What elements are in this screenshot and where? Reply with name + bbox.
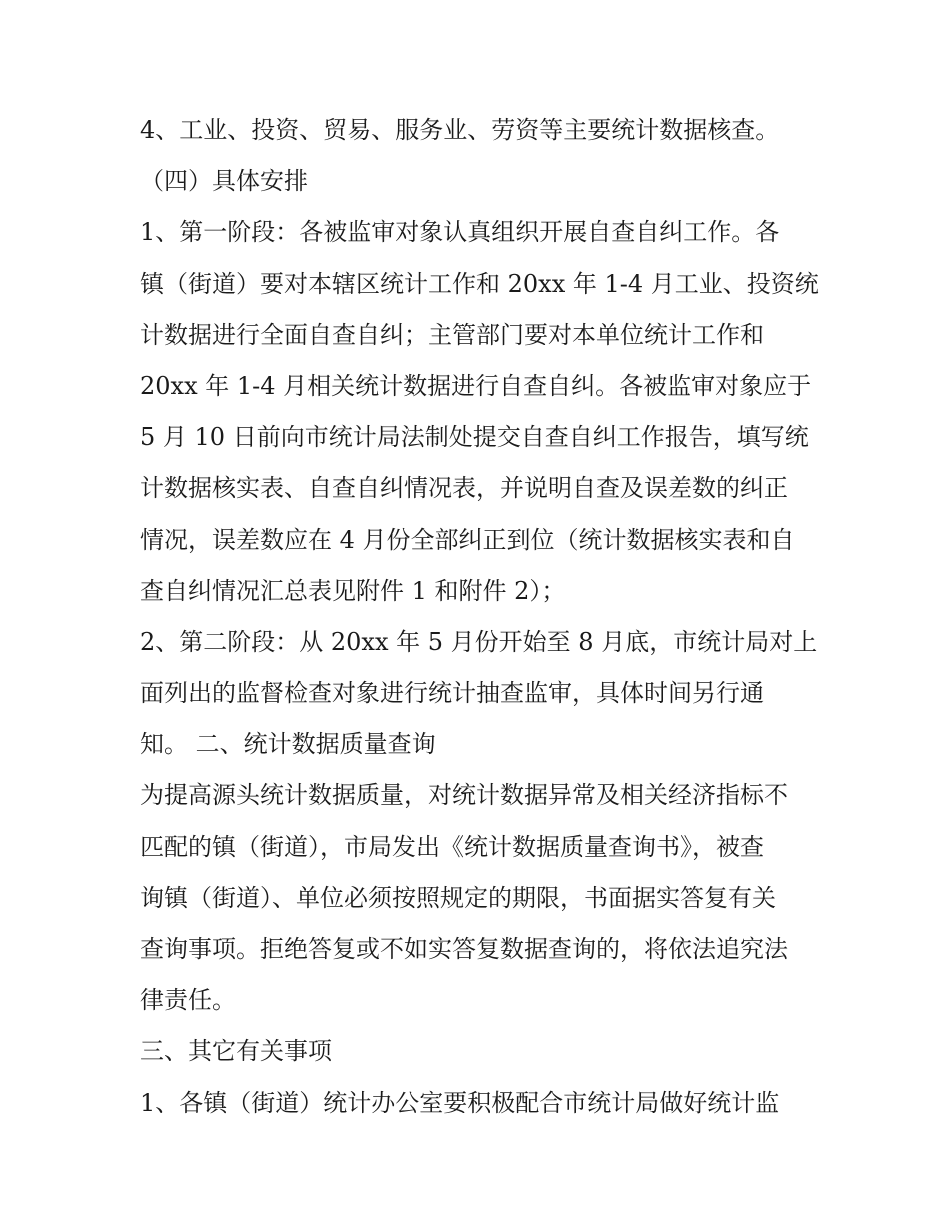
text-line: 面列出的监督检查对象进行统计抽查监审，具体时间另行通	[140, 679, 764, 708]
text-line: 计数据进行全面自查自纠；主管部门要对本单位统计工作和	[140, 320, 764, 349]
text-line: 4、工业、投资、贸易、服务业、劳资等主要统计数据核查。	[140, 116, 780, 144]
text-line: 5 月 10 日前向市统计局法制处提交自查自纠工作报告，填写统	[140, 423, 809, 452]
document-body	[140, 105, 820, 1129]
text-line: 2、第二阶段：从 20xx 年 5 月份开始至 8 月底，市统计局对上	[140, 627, 818, 656]
text-line: 20xx 年 1-4 月相关统计数据进行自查自纠。各被监审对象应于	[140, 371, 812, 400]
section-heading: 三、其它有关事项	[140, 1037, 332, 1066]
text-line: 1、第一阶段：各被监审对象认真组织开展自查自纠工作。各	[140, 218, 780, 247]
text-line: 查询事项。拒绝答复或不如实答复数据查询的，将依法追究法	[140, 935, 788, 963]
text-line: 查自纠情况汇总表见附件 1 和附件 2）；	[140, 576, 566, 605]
text-line: 镇（街道）要对本辖区统计工作和 20xx 年 1-4 月工业、投资统	[140, 269, 819, 298]
text-line: 情况，误差数应在 4 月份全部纠正到位（统计数据核实表和自	[140, 525, 795, 554]
text-line: 律责任。	[140, 986, 236, 1015]
text-line: 1、各镇（街道）统计办公室要积极配合市统计局做好统计监	[140, 1088, 780, 1117]
text-line: 计数据核实表、自查自纠情况表，并说明自查及误差数的纠正	[140, 474, 788, 503]
text-line: 为提高源头统计数据质量，对统计数据异常及相关经济指标不	[140, 781, 788, 810]
section-heading: （四）具体安排	[140, 167, 308, 196]
text-line: 匹配的镇（街道），市局发出《统计数据质量查询书》，被查	[140, 832, 764, 861]
text-line: 知。 二、统计数据质量查询	[140, 730, 436, 759]
text-line: 询镇（街道）、单位必须按照规定的期限，书面据实答复有关	[140, 883, 776, 912]
